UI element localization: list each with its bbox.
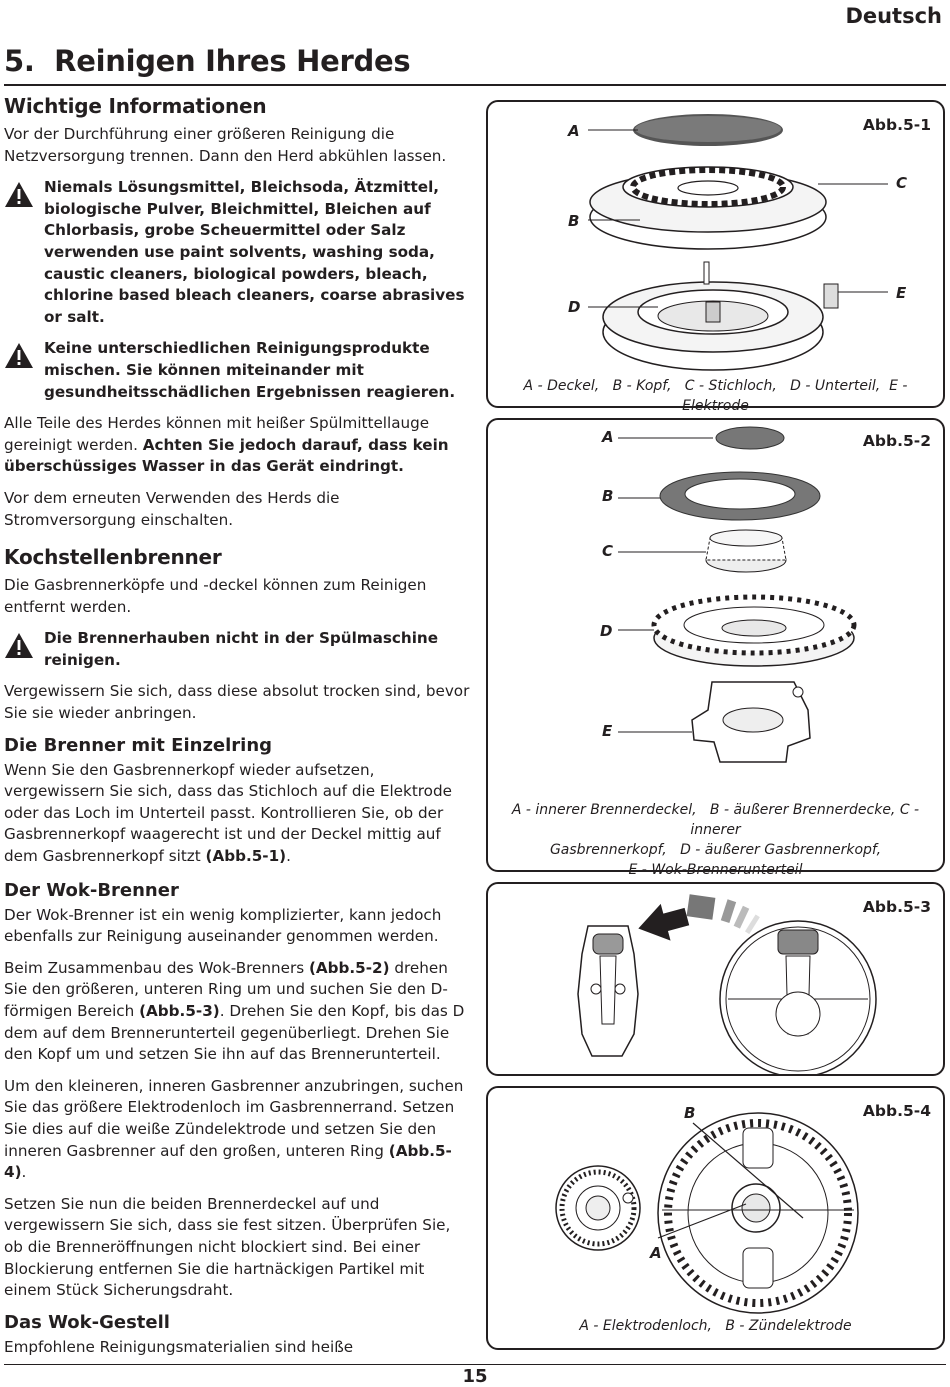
letter-e: E: [896, 284, 907, 302]
heading-burners: Kochstellenbrenner: [4, 545, 222, 570]
warning-icon: [4, 628, 44, 659]
single-ring-text: Wenn Sie den Gasbrennerkopf wieder aufsetzen, vergewissern Sie sich, dass das Stichloch auf die Elektrode oder das Loch im Unterteil passt. Kontrollieren Sie, ob der Gasbrennerkopf waagerecht ist und der Deckel mittig auf dem Gasbrennerkopf sitzt (Abb.5-1).: [4, 760, 452, 866]
warning-dishwasher-text: Die Brennerhauben nicht in der Spülmaschine reinigen.: [44, 629, 439, 669]
figure-5-3: [486, 882, 945, 1076]
figure-label: Abb.5-3: [862, 898, 931, 916]
text-column: [4, 94, 474, 1368]
letter-e: E: [602, 722, 613, 740]
figure-5-1: [486, 100, 945, 414]
figure-caption: A - Elektrodenloch, B - Zündelektrode: [579, 1318, 852, 1334]
burners-para1: Die Gasbrennerköpfe und -deckel können zum Reinigen entfernt werden.: [4, 576, 427, 616]
letter-c: C: [896, 174, 908, 192]
wok-head-orientation-illustration: [488, 884, 943, 1074]
figure-5-4: [486, 1086, 945, 1350]
figure-5-2: [486, 418, 945, 878]
warning-mixing: [4, 338, 474, 403]
figure-label: Abb.5-1: [862, 116, 931, 134]
letter-a: A: [568, 122, 580, 140]
burners-para2: Vergewissern Sie sich, dass diese absolut trocken sind, bevor Sie sie wieder anbringen.: [4, 682, 470, 723]
header-rule: [4, 84, 946, 86]
single-burner-illustration: [488, 102, 943, 372]
letter-c: C: [602, 542, 614, 560]
important-intro: Vor der Durchführung einer größeren Reinigung die Netzversorgung trennen. Dann den Herd abkühlen lassen.: [4, 125, 447, 165]
wok-burner-illustration: [488, 420, 943, 790]
figure-caption: A - Deckel, B - Kopf, C - Stichloch, D - Unterteil, E - Elektrode: [523, 378, 908, 414]
letter-a: A: [650, 1244, 662, 1262]
important-para3: Vor dem erneuten Verwenden des Herds die Stromversorgung einschalten.: [4, 488, 340, 529]
heading-wok-stand: Das Wok-Gestell: [4, 1311, 170, 1333]
heading-important: Wichtige Informationen: [4, 94, 267, 118]
page-title: 5. Reinigen Ihres Herdes: [4, 44, 411, 78]
page-number: 15: [462, 1366, 488, 1387]
footer-rule: [4, 1364, 946, 1365]
warning-icon: [4, 338, 44, 369]
letter-b: B: [684, 1104, 696, 1122]
inner-burner-illustration: [488, 1088, 943, 1318]
wok-para1: Der Wok-Brenner ist ein wenig komplizierter, kann jedoch ebenfalls zur Reinigung auseinander genommen werden.: [4, 905, 442, 946]
wok-stand-text: Empfohlene Reinigungsmaterialien sind heiße: [4, 1337, 354, 1356]
letter-b: B: [568, 212, 580, 230]
figure-label: Abb.5-4: [862, 1102, 931, 1120]
warning-solvents: [4, 177, 474, 328]
figure-label: Abb.5-2: [862, 432, 931, 450]
heading-single-ring: Die Brenner mit Einzelring: [4, 734, 273, 756]
warning-dishwasher: [4, 628, 474, 671]
important-para2: Alle Teile des Herdes können mit heißer Spülmittellauge gereinigt werden. Achten Sie jedoch darauf, dass kein überschüssiges Wasser in das Gerät eindringt.: [4, 414, 449, 476]
figure-caption: A - innerer Brennerdeckel, B - äußerer Brennerdecke, C - innerer Gasbrennerkopf, D - äußerer Gasbrennerkopf, E - Wok-Brennerunterteil: [511, 802, 920, 878]
letter-d: D: [568, 298, 581, 316]
warning-icon: [4, 177, 44, 208]
letter-a: A: [602, 428, 614, 446]
heading-wok: Der Wok-Brenner: [4, 879, 179, 901]
warning-mixing-text: Keine unterschiedlichen Reinigungsprodukte mischen. Sie können miteinander mit gesundheitsschädlichen Ergebnissen reagieren.: [44, 339, 456, 401]
warning-solvents-text: Niemals Lösungsmittel, Bleichsoda, Ätzmittel, biologische Pulver, Bleichmittel, Bleichen auf Chlorbasis, grobe Scheuermittel oder Salz verwenden use paint solvents, washing soda, caustic cleaners, biological powders, bleach, chlorine based bleach cleaners, coarse abrasives or salt.: [44, 178, 465, 326]
wok-para4: Setzen Sie nun die beiden Brennerdeckel auf und vergewissern Sie sich, dass sie fest sitzen. Überprüfen Sie, ob die Brenneröffnungen nicht blockiert sind. Bei einer Blockierung entfernen Sie die hartnäckigen Partikel mit einem Stück Sicherungsdraht.: [4, 1194, 451, 1300]
wok-para3: Um den kleineren, inneren Gasbrenner anzubringen, suchen Sie das größere Elektrodenloch im Gasbrennerrand. Setzen Sie dies auf die weiße Zündelektrode und setzen Sie den inneren Gasbrenner auf den großen, unteren Ring (Abb.5-4).: [4, 1076, 464, 1182]
letter-b: B: [602, 487, 614, 505]
letter-d: D: [600, 622, 613, 640]
wok-para2: Beim Zusammenbau des Wok-Brenners (Abb.5-2) drehen Sie den größeren, unteren Ring um und suchen Sie den D-förmigen Bereich (Abb.5-3). Drehen Sie den Kopf, bis das D dem auf dem Brennerunterteil gegenüberliegt. Drehen Sie den Kopf um und setzen Sie ihn auf das Brennerunterteil.: [4, 958, 465, 1064]
language-label: Deutsch: [845, 4, 942, 28]
